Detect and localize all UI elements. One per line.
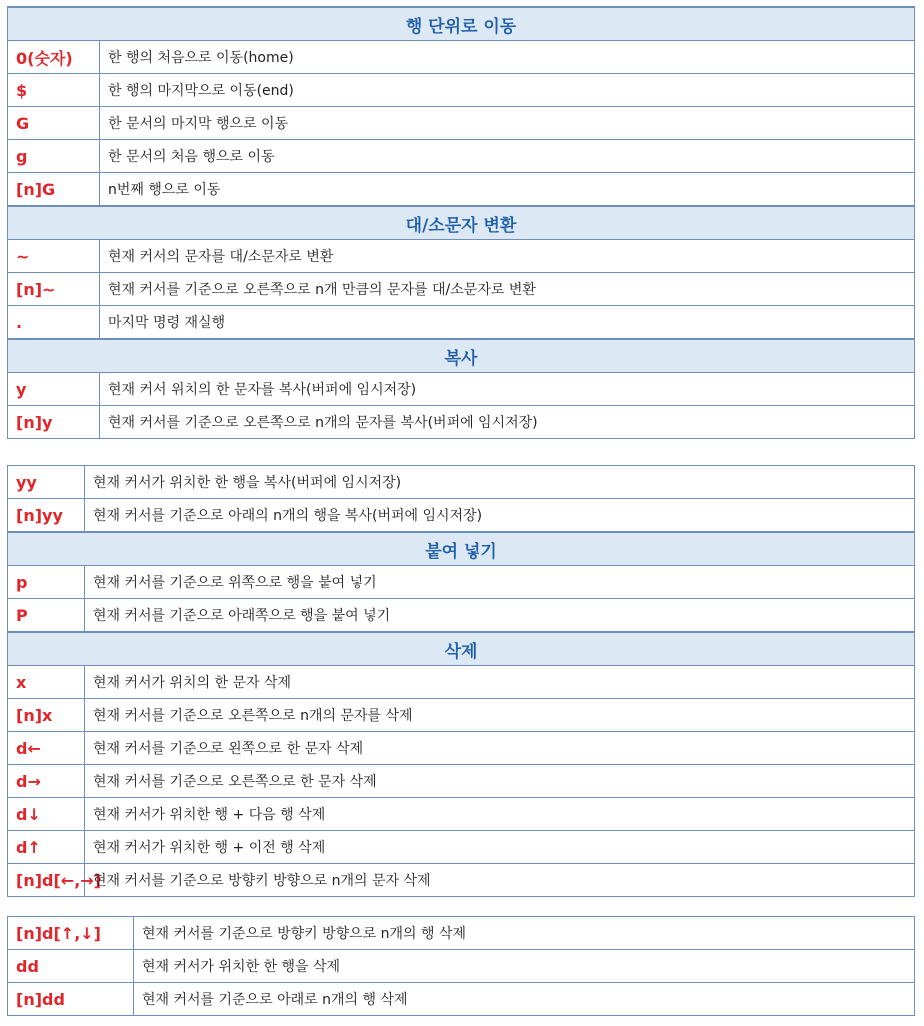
command-description: 한 문서의 처음 행으로 이동 — [100, 140, 915, 173]
command-key: dd — [8, 950, 134, 983]
command-description: n번째 행으로 이동 — [100, 173, 915, 207]
command-key: d↓ — [8, 798, 85, 831]
section-title: 행 단위로 이동 — [8, 7, 915, 41]
table-row — [8, 373, 915, 406]
section-title: 복사 — [8, 339, 915, 373]
command-key: g — [8, 140, 100, 173]
command-key: [n]~ — [8, 273, 100, 306]
table-row — [8, 699, 915, 732]
table-row — [8, 499, 915, 533]
table-row — [8, 107, 915, 140]
section-header-row — [8, 206, 915, 240]
command-description: 현재 커서를 기준으로 왼쪽으로 한 문자 삭제 — [85, 732, 915, 765]
command-description: 현재 커서를 기준으로 오른쪽으로 한 문자 삭제 — [85, 765, 915, 798]
command-description: 현재 커서 위치의 한 문자를 복사(버퍼에 임시저장) — [100, 373, 915, 406]
command-key: [n]d[↑,↓] — [8, 917, 134, 950]
command-key: [n]yy — [8, 499, 85, 533]
vi-command-table-3 — [7, 916, 915, 1016]
command-key: yy — [8, 466, 85, 499]
table-row — [8, 173, 915, 207]
command-description: 현재 커서를 기준으로 아래의 n개의 행을 복사(버퍼에 임시저장) — [85, 499, 915, 533]
table-row — [8, 864, 915, 897]
command-description: 현재 커서가 위치한 행 + 다음 행 삭제 — [85, 798, 915, 831]
table-row — [8, 240, 915, 273]
command-description: 마지막 명령 재실행 — [100, 306, 915, 340]
command-description: 한 행의 처음으로 이동(home) — [100, 41, 915, 74]
command-key: d↑ — [8, 831, 85, 864]
table-row — [8, 765, 915, 798]
section-header-row — [8, 7, 915, 41]
table-row — [8, 41, 915, 74]
command-key: d← — [8, 732, 85, 765]
command-key: P — [8, 599, 85, 633]
command-key: [n]dd — [8, 983, 134, 1016]
command-key: G — [8, 107, 100, 140]
command-key: y — [8, 373, 100, 406]
command-description: 현재 커서를 기준으로 오른쪽으로 n개 만큼의 문자를 대/소문자로 변환 — [100, 273, 915, 306]
table-row — [8, 566, 915, 599]
command-key: $ — [8, 74, 100, 107]
command-description: 현재 커서를 기준으로 아래쪽으로 행을 붙여 넣기 — [85, 599, 915, 633]
command-key: x — [8, 666, 85, 699]
command-key: 0(숫자) — [8, 41, 100, 74]
table-row — [8, 306, 915, 340]
vi-command-table-2 — [7, 465, 915, 897]
table-row — [8, 466, 915, 499]
table-row — [8, 599, 915, 633]
command-description: 현재 커서가 위치의 한 문자 삭제 — [85, 666, 915, 699]
command-description: 현재 커서를 기준으로 아래로 n개의 행 삭제 — [134, 983, 915, 1016]
command-description: 현재 커서를 기준으로 위쪽으로 행을 붙여 넣기 — [85, 566, 915, 599]
command-description: 현재 커서가 위치한 한 행을 복사(버퍼에 임시저장) — [85, 466, 915, 499]
section-title: 삭제 — [8, 632, 915, 666]
table-row — [8, 798, 915, 831]
command-description: 현재 커서가 위치한 한 행을 삭제 — [134, 950, 915, 983]
section-title: 붙여 넣기 — [8, 532, 915, 566]
table-row — [8, 273, 915, 306]
command-key: [n]G — [8, 173, 100, 207]
table-row — [8, 917, 915, 950]
command-description: 현재 커서를 기준으로 방향키 방향으로 n개의 행 삭제 — [134, 917, 915, 950]
command-key: [n]y — [8, 406, 100, 439]
table-row — [8, 140, 915, 173]
command-description: 현재 커서가 위치한 행 + 이전 행 삭제 — [85, 831, 915, 864]
command-key: p — [8, 566, 85, 599]
command-description: 현재 커서의 문자를 대/소문자로 변환 — [100, 240, 915, 273]
command-key: ~ — [8, 240, 100, 273]
section-header-row — [8, 532, 915, 566]
command-key: [n]x — [8, 699, 85, 732]
command-description: 현재 커서를 기준으로 방향키 방향으로 n개의 문자 삭제 — [85, 864, 915, 897]
command-description: 현재 커서를 기준으로 오른쪽으로 n개의 문자를 삭제 — [85, 699, 915, 732]
command-description: 한 문서의 마지막 행으로 이동 — [100, 107, 915, 140]
table-row — [8, 406, 915, 439]
command-key: . — [8, 306, 100, 340]
command-key: d→ — [8, 765, 85, 798]
table-row — [8, 732, 915, 765]
command-description: 현재 커서를 기준으로 오른쪽으로 n개의 문자를 복사(버퍼에 임시저장) — [100, 406, 915, 439]
table-row — [8, 666, 915, 699]
table-row — [8, 74, 915, 107]
table-row — [8, 831, 915, 864]
vi-command-table-1 — [7, 6, 915, 439]
command-key: [n]d[←,→] — [8, 864, 85, 897]
command-description: 한 행의 마지막으로 이동(end) — [100, 74, 915, 107]
section-title: 대/소문자 변환 — [8, 206, 915, 240]
section-header-row — [8, 632, 915, 666]
table-row — [8, 950, 915, 983]
table-row — [8, 983, 915, 1016]
section-header-row — [8, 339, 915, 373]
